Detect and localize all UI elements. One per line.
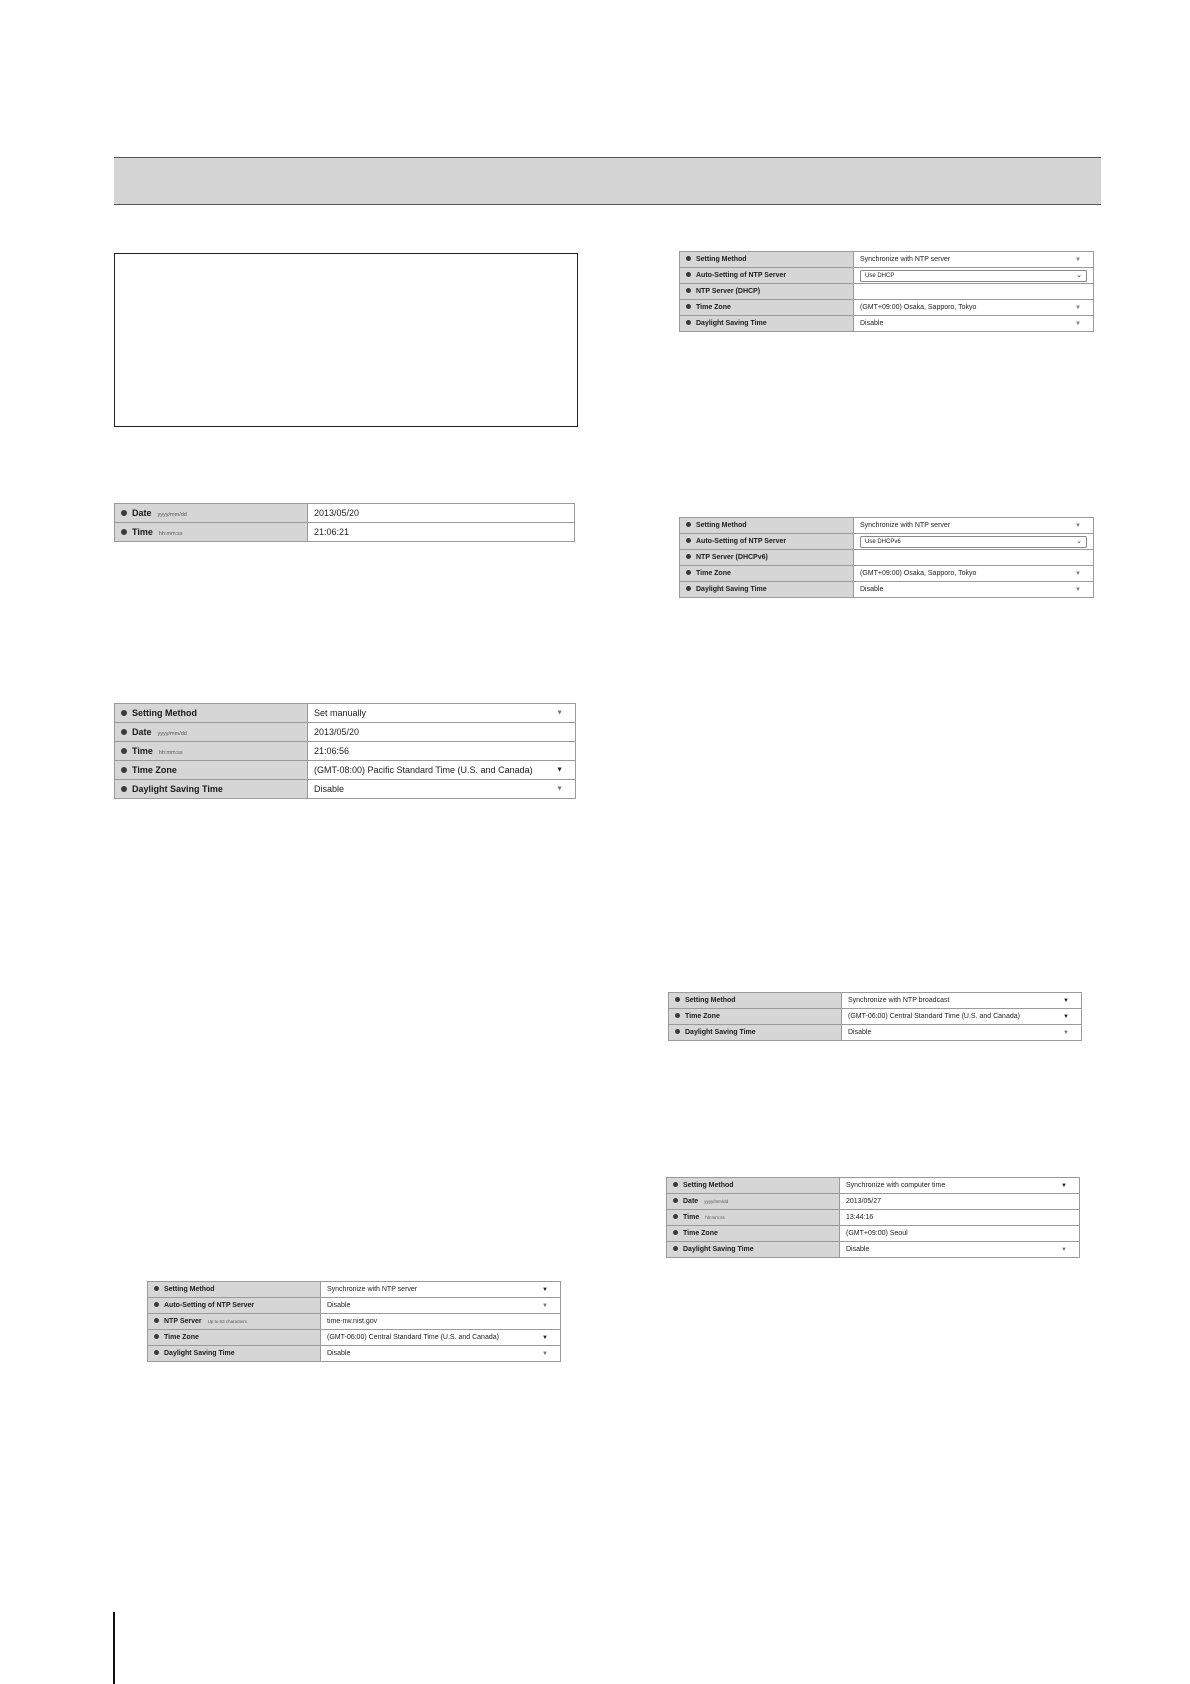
auto-ntp-select[interactable] <box>860 270 1087 282</box>
dst-row <box>667 1242 1080 1258</box>
circle-bullet-icon <box>673 1214 678 1219</box>
setting-method-row <box>667 1178 1080 1194</box>
time-zone-label: Time Zone <box>164 1334 199 1341</box>
setting-method-value: Synchronize with NTP broadcast <box>848 997 950 1004</box>
ntp-server-label: NTP Server <box>164 1318 202 1325</box>
circle-bullet-icon <box>673 1230 678 1235</box>
circle-bullet-icon <box>686 554 691 559</box>
dst-label: Daylight Saving Time <box>683 1246 754 1253</box>
time-zone-label: Time Zone <box>685 1013 720 1020</box>
date-label: Date <box>132 727 152 737</box>
auto-ntp-value: Use DHCPv6 <box>865 538 901 545</box>
dst-row <box>680 316 1094 332</box>
ntp-server-value <box>854 284 1094 300</box>
triangle-down-icon: ▼ <box>1075 570 1081 577</box>
time-zone-label: Time Zone <box>696 570 731 577</box>
datetime-table <box>114 503 575 542</box>
time-zone-select[interactable] <box>854 566 1094 582</box>
auto-ntp-row <box>148 1298 561 1314</box>
ntp-server-value <box>854 550 1094 566</box>
time-zone-select[interactable] <box>842 1009 1082 1025</box>
time-zone-value: (GMT-06:00) Central Standard Time (U.S. and Canada) <box>327 1334 499 1341</box>
triangle-down-icon: ▼ <box>1075 586 1081 593</box>
triangle-down-icon: ▼ <box>1075 522 1081 529</box>
chevron-down-icon: ⌄ <box>1076 271 1082 279</box>
time-row <box>667 1210 1080 1226</box>
circle-bullet-icon <box>121 767 127 773</box>
date-format-hint: yyyy/mm/dd <box>704 1199 729 1204</box>
setting-method-select[interactable] <box>321 1282 561 1298</box>
circle-bullet-icon <box>686 538 691 543</box>
circle-bullet-icon <box>121 529 127 535</box>
triangle-down-icon: ▼ <box>1075 320 1081 327</box>
dst-value: Disable <box>860 586 884 593</box>
date-row <box>115 504 575 523</box>
circle-bullet-icon <box>673 1198 678 1203</box>
time-zone-row <box>115 761 576 780</box>
circle-bullet-icon <box>686 304 691 309</box>
page-margin-rule <box>113 1612 115 1684</box>
triangle-down-icon: ▼ <box>1075 304 1081 311</box>
triangle-down-icon: ▼ <box>1063 997 1069 1004</box>
circle-bullet-icon <box>121 729 127 735</box>
triangle-down-icon: ▼ <box>542 1302 548 1309</box>
circle-bullet-icon <box>686 320 691 325</box>
setting-method-select[interactable] <box>308 704 576 723</box>
setting-method-row <box>148 1282 561 1298</box>
triangle-down-icon: ▼ <box>542 1350 548 1357</box>
time-zone-row <box>680 566 1094 582</box>
setting-method-label: Setting Method <box>683 1182 734 1189</box>
dst-select[interactable] <box>308 780 576 799</box>
setting-method-label: Setting Method <box>696 522 747 529</box>
dst-value: Disable <box>327 1350 351 1357</box>
setting-method-label: Setting Method <box>132 708 197 718</box>
auto-ntp-select[interactable] <box>321 1298 561 1314</box>
triangle-down-icon: ▼ <box>1063 1013 1069 1020</box>
triangle-down-icon: ▼ <box>1075 256 1081 263</box>
ntp-server-row <box>680 550 1094 566</box>
dst-select[interactable] <box>854 582 1094 598</box>
circle-bullet-icon <box>686 272 691 277</box>
circle-bullet-icon <box>673 1246 678 1251</box>
dst-label: Daylight Saving Time <box>132 784 223 794</box>
circle-bullet-icon <box>686 522 691 527</box>
circle-bullet-icon <box>121 786 127 792</box>
ntp-server-row <box>680 284 1094 300</box>
setting-method-row <box>680 518 1094 534</box>
dst-value: Disable <box>860 320 884 327</box>
circle-bullet-icon <box>121 710 127 716</box>
auto-ntp-label: Auto-Setting of NTP Server <box>696 272 787 279</box>
circle-bullet-icon <box>154 1350 159 1355</box>
time-format-hint: hh:mm:ss <box>158 531 183 537</box>
date-field[interactable]: 2013/05/20 <box>308 504 575 523</box>
time-label: Time <box>132 527 153 537</box>
setting-method-label: Setting Method <box>685 997 736 1004</box>
triangle-down-icon: ▼ <box>542 1286 548 1293</box>
time-zone-value: (GMT+09:00) Osaka, Sapporo, Tokyo <box>860 304 977 311</box>
time-field[interactable]: 21:06:21 <box>308 523 575 542</box>
circle-bullet-icon <box>121 510 127 516</box>
time-zone-label: Time Zone <box>132 765 177 775</box>
date-label: Date <box>132 508 152 518</box>
setting-method-value: Set manually <box>314 708 367 718</box>
auto-ntp-row <box>680 268 1094 284</box>
auto-ntp-row <box>680 534 1094 550</box>
circle-bullet-icon <box>675 1013 680 1018</box>
time-format-hint: hh:mm:ss <box>158 750 183 756</box>
dst-select[interactable] <box>321 1346 561 1362</box>
time-zone-label: Time Zone <box>696 304 731 311</box>
triangle-down-icon: ▼ <box>556 709 563 717</box>
ntp-server-table <box>147 1281 561 1362</box>
note-box <box>114 253 578 427</box>
time-row <box>115 742 576 761</box>
setting-method-value: Synchronize with NTP server <box>860 256 951 263</box>
time-format-hint: hh:mm:ss <box>705 1215 725 1220</box>
circle-bullet-icon <box>686 288 691 293</box>
setting-method-value: Synchronize with computer time <box>846 1182 946 1189</box>
circle-bullet-icon <box>154 1286 159 1291</box>
circle-bullet-icon <box>154 1302 159 1307</box>
time-zone-value: (GMT+09:00) Osaka, Sapporo, Tokyo <box>860 570 977 577</box>
dst-row <box>680 582 1094 598</box>
setting-method-row <box>115 704 576 723</box>
auto-ntp-value: Use DHCP <box>865 272 895 279</box>
time-zone-label: Time Zone <box>683 1230 718 1237</box>
ntp-server-label: NTP Server (DHCP) <box>696 288 761 295</box>
setting-method-value: Synchronize with NTP server <box>860 522 951 529</box>
time-zone-select[interactable] <box>321 1330 561 1346</box>
dst-select[interactable] <box>854 316 1094 332</box>
time-zone-select[interactable] <box>854 300 1094 316</box>
dst-label: Daylight Saving Time <box>685 1029 756 1036</box>
ntp-broadcast-table <box>668 992 1082 1041</box>
circle-bullet-icon <box>154 1318 159 1323</box>
time-zone-select[interactable] <box>308 761 576 780</box>
time-label: Time <box>683 1214 700 1221</box>
date-label: Date <box>683 1198 699 1205</box>
setting-method-select[interactable] <box>854 252 1094 268</box>
setting-method-value: Synchronize with NTP server <box>327 1286 418 1293</box>
triangle-down-icon: ▼ <box>556 785 563 793</box>
circle-bullet-icon <box>673 1182 678 1187</box>
setting-method-select[interactable] <box>840 1178 1080 1194</box>
auto-ntp-label: Auto-Setting of NTP Server <box>164 1302 255 1309</box>
time-value: 13:44:16 <box>840 1210 1080 1226</box>
time-zone-row <box>680 300 1094 316</box>
date-row <box>115 723 576 742</box>
ntp-dhcp-table <box>679 251 1094 332</box>
dst-value: Disable <box>846 1246 870 1253</box>
setting-method-label: Setting Method <box>696 256 747 263</box>
dst-label: Daylight Saving Time <box>696 320 767 327</box>
time-zone-row <box>669 1009 1082 1025</box>
triangle-down-icon: ▼ <box>1061 1182 1067 1189</box>
date-format-hint: yyyy/mm/dd <box>157 731 187 737</box>
chevron-down-icon: ⌄ <box>1076 537 1082 545</box>
triangle-down-icon: ▼ <box>1061 1246 1067 1253</box>
setting-method-select[interactable] <box>854 518 1094 534</box>
time-zone-value: (GMT+09:00) Seoul <box>840 1226 1080 1242</box>
dst-row <box>115 780 576 799</box>
setting-method-label: Setting Method <box>164 1286 215 1293</box>
ntp-server-input[interactable]: time-nw.nist.gov <box>321 1314 561 1330</box>
ntp-server-row <box>148 1314 561 1330</box>
time-row <box>115 523 575 542</box>
auto-ntp-value: Disable <box>327 1302 351 1309</box>
circle-bullet-icon <box>675 997 680 1002</box>
dst-select[interactable] <box>842 1025 1082 1041</box>
triangle-down-icon: ▼ <box>556 766 563 774</box>
circle-bullet-icon <box>686 256 691 261</box>
circle-bullet-icon <box>675 1029 680 1034</box>
auto-ntp-select[interactable] <box>860 536 1087 548</box>
ntp-server-label: NTP Server (DHCPv6) <box>696 554 768 561</box>
dst-label: Daylight Saving Time <box>164 1350 235 1357</box>
time-zone-row <box>148 1330 561 1346</box>
dst-select[interactable] <box>840 1242 1080 1258</box>
time-label: Time <box>132 746 153 756</box>
time-zone-row <box>667 1226 1080 1242</box>
setting-method-row <box>669 993 1082 1009</box>
triangle-down-icon: ▼ <box>542 1334 548 1341</box>
circle-bullet-icon <box>686 586 691 591</box>
dst-value: Disable <box>848 1029 872 1036</box>
time-zone-value: (GMT-08:00) Pacific Standard Time (U.S. and Canada) <box>314 765 533 775</box>
dst-value: Disable <box>314 784 345 794</box>
circle-bullet-icon <box>154 1334 159 1339</box>
triangle-down-icon: ▼ <box>1063 1029 1069 1036</box>
auto-ntp-label: Auto-Setting of NTP Server <box>696 538 787 545</box>
dst-row <box>148 1346 561 1362</box>
section-header-band <box>114 157 1101 205</box>
dst-label: Daylight Saving Time <box>696 586 767 593</box>
ntp-dhcpv6-table <box>679 517 1094 598</box>
circle-bullet-icon <box>686 570 691 575</box>
time-field[interactable]: 21:06:56 <box>308 742 576 761</box>
date-format-hint: yyyy/mm/dd <box>157 512 187 518</box>
computer-time-table <box>666 1177 1080 1258</box>
date-value: 2013/05/27 <box>840 1194 1080 1210</box>
setting-method-row <box>680 252 1094 268</box>
setting-method-select[interactable] <box>842 993 1082 1009</box>
date-field[interactable]: 2013/05/20 <box>308 723 576 742</box>
time-zone-value: (GMT-06:00) Central Standard Time (U.S. and Canada) <box>848 1013 1020 1020</box>
dst-row <box>669 1025 1082 1041</box>
ntp-server-hint: Up to 63 characters <box>207 1319 247 1324</box>
manual-settings-table <box>114 703 576 799</box>
circle-bullet-icon <box>121 748 127 754</box>
date-row <box>667 1194 1080 1210</box>
